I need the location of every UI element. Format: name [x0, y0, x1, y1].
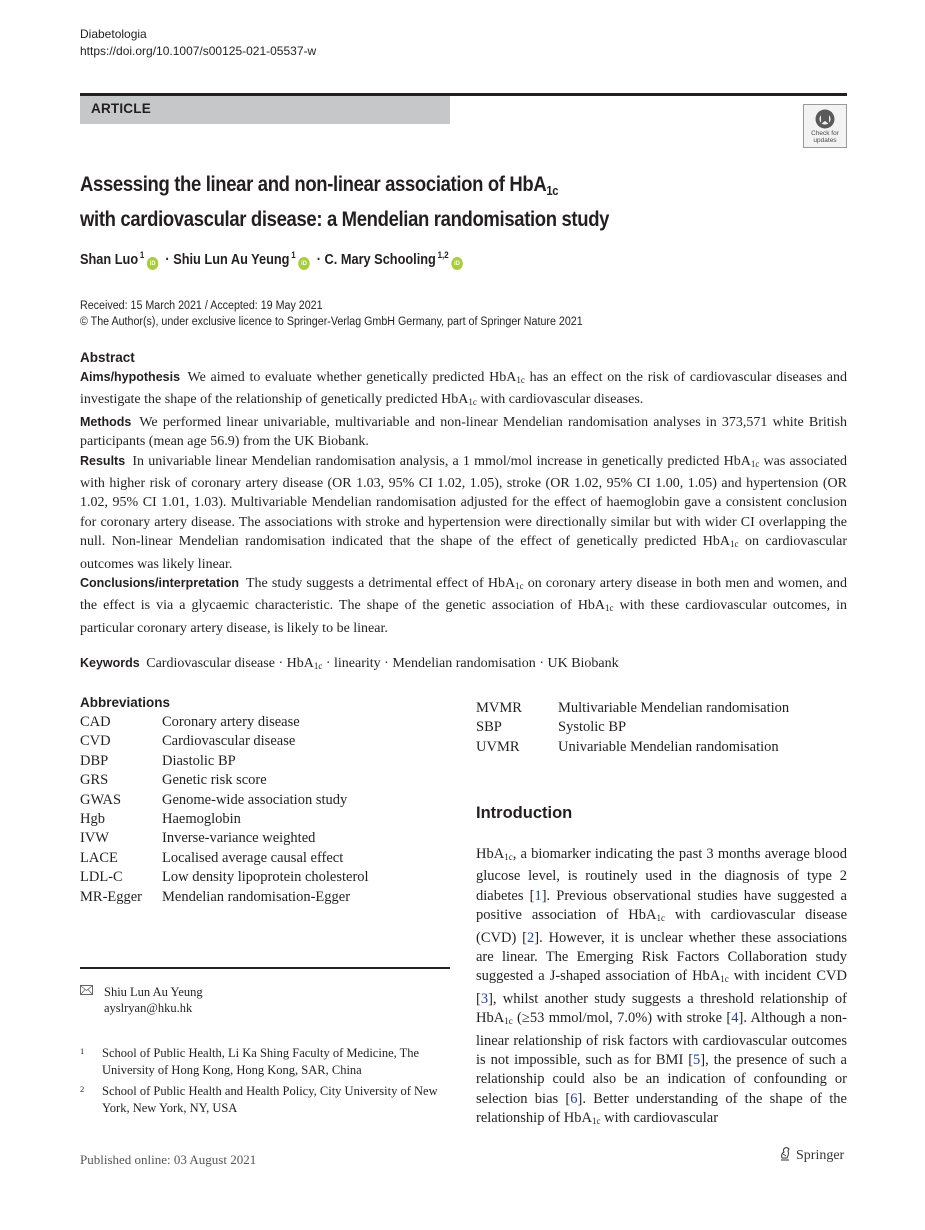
springer-horse-icon [778, 1146, 792, 1162]
abstract-body [80, 368, 847, 638]
intro-text: ], whilst another study suggests a threshold relationship of HbA [476, 990, 847, 1027]
citation-link[interactable]: 3 [480, 990, 489, 1007]
author-list [80, 250, 466, 270]
citation-link[interactable]: 4 [731, 1010, 739, 1027]
abbreviation: DBP [80, 752, 109, 769]
title-subscript: 1c [546, 183, 559, 198]
aims-text: has an effect on the risk of cardiovascular diseases and investigate the shape of the relationship of genetically predicted HbA [80, 370, 847, 408]
abbreviation: GWAS [80, 791, 122, 808]
abbreviations-table-right [476, 699, 789, 757]
article-type-label: ARTICLE [91, 101, 151, 116]
abbreviation: LACE [80, 849, 118, 866]
author-name[interactable]: Shan Luo [80, 252, 139, 268]
keyword: HbA [286, 656, 314, 671]
title-line2: with cardiovascular disease: a Mendelian randomisation study [80, 207, 610, 231]
hba1c-sub: 1c [591, 1116, 601, 1127]
check-for-updates-line2: updates [813, 137, 837, 144]
keyword: Cardiovascular disease [146, 656, 275, 671]
publication-dates [80, 298, 583, 330]
abbreviation: CAD [80, 714, 111, 730]
intro-text: with incident CVD [ [476, 968, 847, 1007]
abbreviation-row [80, 849, 369, 868]
abstract-conclusions [80, 574, 847, 638]
correspondence-name: Shiu Lun Au Yeung [104, 985, 203, 999]
hba1c-sub: 1c [720, 974, 729, 985]
affiliation-number: 2 [80, 1084, 85, 1094]
abstract-results [80, 452, 847, 574]
hba1c-sub: 1c [468, 397, 477, 408]
abbreviation: CVD [80, 733, 111, 750]
abbreviation-definition: Univariable Mendelian randomisation [558, 738, 779, 755]
author-separator: · [316, 252, 322, 268]
abbreviation-row [80, 791, 369, 810]
abbreviation: MR-Egger [80, 888, 143, 905]
footnote-rule [80, 967, 450, 969]
abbreviation-row [80, 732, 369, 751]
abbreviations-heading: Abbreviations [80, 695, 171, 710]
aims-text: with cardiovascular diseases. [476, 392, 644, 408]
results-label: Results [80, 453, 126, 468]
aims-label: Aims/hypothesis [80, 370, 181, 384]
abstract-aims [80, 368, 847, 413]
correspondence-email[interactable]: ayslryan@hku.hk [104, 1001, 193, 1015]
orcid-icon[interactable]: iD [451, 257, 462, 270]
abbreviations-table-left [80, 713, 369, 907]
intro-text: with cardiovascular disease (CVD) [ [476, 907, 847, 946]
citation-link[interactable]: 6 [570, 1090, 578, 1107]
citation-link[interactable]: 5 [693, 1052, 701, 1069]
citation-link[interactable]: 2 [526, 929, 535, 946]
hba1c-sub: 1c [750, 458, 760, 469]
abbreviation-row [80, 713, 369, 732]
abbreviation: UVMR [476, 738, 520, 755]
keyword: Mendelian randomisation [392, 656, 536, 671]
abbreviation-row [80, 868, 369, 887]
hba1c-sub: 1c [605, 603, 614, 614]
results-text: was associated with higher risk of coronary artery disease (OR 1.03, 95% CI 1.02, 1.05), stroke (OR 1.02, 95% CI 1.00, 1.05) and hypertension (OR 1.02, 95% CI 1.01, 1.03). Multivariable Mendelian randomisation adjusted for the effect of haemoglobin gave a consistent conclusion for coronary artery disease. The associations with stroke and hypertension were directionally similar but with wider CI overlapping the null. Non-linear Mendelian randomisation indicated that the shape of the effect of genetically predicted HbA [80, 453, 847, 550]
orcid-icon[interactable]: iD [147, 257, 158, 270]
keyword-separator: · [322, 656, 335, 671]
affiliation-text: School of Public Health and Health Policy, City University of New York, New York, NY, USA [102, 1084, 438, 1115]
citation-link[interactable]: 1 [534, 887, 542, 904]
author-separator: · [165, 252, 170, 268]
abbreviation-definition: Mendelian randomisation-Egger [162, 888, 351, 905]
publisher-logo [778, 1146, 844, 1164]
journal-name: Diabetologia [80, 27, 147, 41]
keywords-label: Keywords [80, 656, 140, 670]
author-name[interactable]: Shiu Lun Au Yeung [173, 252, 290, 268]
published-online: Published online: 03 August 2021 [80, 1152, 257, 1167]
journal-header [80, 26, 316, 60]
abbreviation-definition: Coronary artery disease [162, 714, 300, 730]
abbreviation-row [476, 738, 789, 757]
keyword-separator: · [535, 656, 548, 671]
intro-text: ]. Better understanding of the shape of the relationship of HbA [476, 1090, 847, 1127]
author-name[interactable]: C. Mary Schooling [324, 252, 436, 268]
conclusions-label: Conclusions/interpretation [80, 576, 240, 591]
hba1c-sub: 1c [656, 913, 665, 924]
conclusions-text: on coronary artery disease in both men and women, and the effect is via a glycaemic characteristic. The shape of the genetic association of HbA [80, 576, 847, 614]
abbreviation-definition: Haemoglobin [162, 811, 241, 828]
keyword-separator: · [380, 656, 393, 671]
author-affiliation: 1,2 [437, 250, 449, 260]
abbreviation: LDL-C [80, 869, 123, 886]
conclusions-text: with these cardiovascular outcomes, in particular coronary artery disease, is likely to be linear. [80, 598, 847, 636]
abbreviation-row [80, 810, 369, 829]
keyword: UK Biobank [547, 656, 619, 671]
intro-text: ]. However, it is unclear whether these associations are linear. The Emerging Risk Factors Collaboration study suggested a J-shaped association of HbA [476, 929, 847, 985]
article-type-bar [80, 96, 450, 124]
intro-text: ], the presence of such a relationship could also be an indication of confounding or selection bias [ [476, 1052, 847, 1107]
publisher-name: Springer [796, 1148, 845, 1163]
abbreviation-row [80, 771, 369, 790]
abbreviation: SBP [476, 719, 502, 736]
introduction-body [476, 845, 847, 1132]
hba1c-sub: 1c [730, 539, 739, 550]
results-text: on cardiovascular outcomes was likely linear. [80, 534, 848, 572]
introduction-heading: Introduction [476, 804, 573, 822]
methods-label: Methods [80, 414, 132, 429]
abbreviation-row [80, 829, 369, 848]
intro-text: with cardiovascular [600, 1110, 719, 1127]
intro-text: ]. Although a non-linear relationship of risk factors with cardiovascular outcomes is not impossible, such as for BMI [ [476, 1010, 847, 1069]
intro-text: HbA [476, 846, 505, 862]
hba1c-sub: 1c [313, 661, 323, 671]
intro-text: ]. Previous observational studies have suggested a positive association of HbA [476, 887, 847, 924]
envelope-icon [80, 985, 93, 995]
abbreviation-definition: Genome-wide association study [162, 791, 348, 808]
author-affiliation: 1 [139, 250, 145, 260]
copyright-notice: © The Author(s), under exclusive licence to Springer-Verlag GmbH Germany, part of Springer Nature 2021 [80, 316, 583, 328]
abbreviation-row [476, 718, 789, 737]
abbreviation-row [476, 699, 789, 718]
abbreviation-definition: Localised average causal effect [162, 849, 344, 866]
abbreviation: IVW [80, 830, 109, 847]
abstract-heading: Abstract [80, 350, 135, 365]
abbreviation-definition: Cardiovascular disease [162, 733, 296, 750]
received-accepted: Received: 15 March 2021 / Accepted: 19 May 2021 [80, 300, 323, 312]
intro-text: , a biomarker indicating the past 3 months average blood glucose level, is routinely used in the diagnosis of type 2 diabetes [ [476, 846, 847, 904]
abbreviation: Hgb [80, 811, 105, 828]
abbreviation-row [80, 888, 369, 907]
conclusions-text: The study suggests a detrimental effect of HbA [245, 576, 516, 592]
author-affiliation: 1 [291, 250, 296, 260]
aims-text: We aimed to evaluate whether genetically predicted HbA [187, 370, 517, 385]
abbreviation-definition: Low density lipoprotein cholesterol [162, 869, 369, 886]
abbreviation-definition: Diastolic BP [162, 752, 236, 769]
abstract-methods [80, 413, 847, 452]
check-for-updates-button[interactable] [803, 104, 847, 148]
doi-link[interactable]: https://doi.org/10.1007/s00125-021-05537-w [80, 44, 317, 58]
hba1c-sub: 1c [504, 1016, 513, 1027]
keywords [80, 656, 619, 672]
orcid-icon[interactable]: iD [298, 257, 309, 270]
abbreviation-definition: Systolic BP [558, 719, 627, 736]
title-line1: Assessing the linear and non-linear association of HbA [80, 172, 547, 196]
abbreviation: MVMR [476, 700, 522, 716]
abbreviation-definition: Genetic risk score [162, 772, 267, 789]
abbreviation-row [80, 752, 369, 771]
affiliation-number: 1 [80, 1046, 85, 1056]
keyword-separator: · [274, 656, 287, 671]
hba1c-sub: 1c [504, 852, 513, 862]
abbreviation-definition: Multivariable Mendelian randomisation [558, 700, 790, 716]
abbreviation-definition: Inverse-variance weighted [162, 830, 316, 847]
results-text: In univariable linear Mendelian randomisation analysis, a 1 mmol/mol increase in genetically predicted HbA [132, 453, 751, 469]
affiliation-text: School of Public Health, Li Ka Shing Faculty of Medicine, The University of Hong Kong, Hong Kong, SAR, China [102, 1046, 420, 1077]
hba1c-sub: 1c [515, 581, 524, 592]
check-for-updates-line1: Check for [811, 130, 839, 137]
hba1c-sub: 1c [516, 375, 525, 385]
abbreviation: GRS [80, 772, 109, 789]
methods-text: We performed linear univariable, multivariable and non-linear Mendelian randomisation analyses in 373,571 white British participants (mean age 56.9) from the UK Biobank. [80, 414, 848, 450]
intro-text: (≥53 mmol/mol, 7.0%) with stroke [ [512, 1010, 732, 1027]
article-title [80, 170, 837, 233]
keyword: linearity [334, 656, 381, 671]
